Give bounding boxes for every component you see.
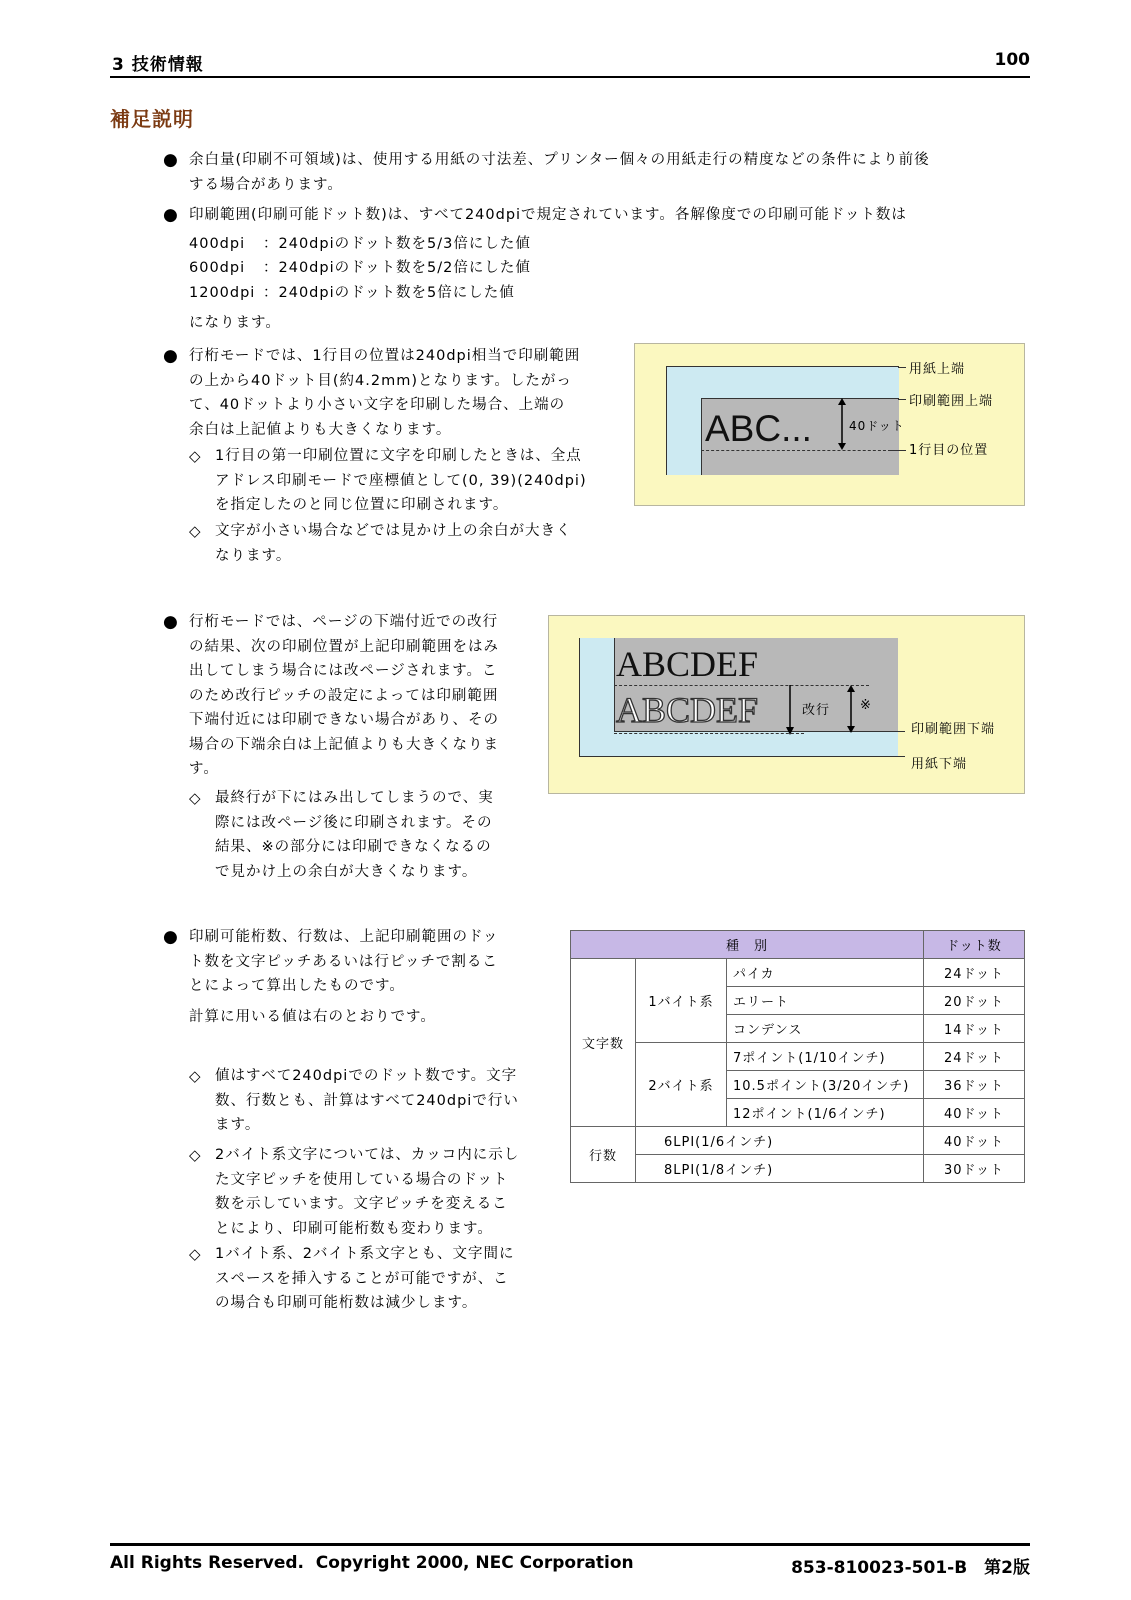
line-dashed bbox=[614, 733, 804, 734]
dpi-list bbox=[189, 232, 1049, 306]
table-row bbox=[571, 1127, 1025, 1155]
dot-value: 24ドット bbox=[924, 959, 1025, 987]
text-line: ます。 bbox=[215, 1117, 261, 1133]
text-line: 値はすべて240dpiでのドット数です。文字 bbox=[215, 1068, 518, 1084]
text-line: 1行目の第一印刷位置に文字を印刷したときは、全点 bbox=[215, 448, 582, 464]
text-line: 余白量(印刷不可領域)は、使用する用紙の寸法差、プリンター個々の用紙走行の精度などの条件により前後 bbox=[189, 152, 930, 168]
dot-value: 24ドット bbox=[924, 1043, 1025, 1071]
type-name: 7ポイント(1/10インチ) bbox=[727, 1043, 924, 1071]
dpi-value: 1200dpi bbox=[189, 284, 256, 301]
margin-arrow-icon bbox=[845, 685, 857, 733]
bullet-icon: ● bbox=[163, 927, 178, 947]
text-line: 結果、※の部分には印刷できなくなるの bbox=[215, 839, 492, 855]
leader-line bbox=[898, 399, 906, 400]
text-line: なります。 bbox=[215, 547, 292, 564]
line-dashed bbox=[614, 685, 869, 686]
dpi-row bbox=[189, 256, 1049, 281]
text-line: た文字ピッチを使用している場合のドット bbox=[215, 1171, 509, 1188]
dot-count-table bbox=[570, 930, 1025, 1183]
text-line: アドレス印刷モードで座標値として(0, 39)(240dpi) bbox=[215, 472, 587, 489]
dots-label: 40ドット bbox=[849, 419, 905, 433]
dpi-row bbox=[189, 281, 1049, 306]
chars-label: 文字数 bbox=[571, 959, 636, 1127]
text-line: で見かけ上の余白が大きくなります。 bbox=[215, 863, 478, 880]
dpi-value: 400dpi bbox=[189, 235, 246, 252]
label-print-top: 印刷範囲上端 bbox=[909, 394, 994, 409]
sample-text-line1: ABCDEF bbox=[616, 644, 759, 684]
text-line: スペースを挿入することが可能ですが、こ bbox=[215, 1270, 509, 1287]
dpi-desc: ：240dpiのドット数を5/2倍にした値 bbox=[263, 260, 531, 276]
chapter-title: 3 技術情報 bbox=[112, 55, 204, 75]
dot-value: 14ドット bbox=[924, 1015, 1025, 1043]
dot-value: 40ドット bbox=[924, 1099, 1025, 1127]
dot-value: 40ドット bbox=[924, 1127, 1025, 1155]
type-name: パイカ bbox=[727, 959, 924, 987]
paragraph-page-bottom bbox=[189, 610, 539, 782]
label-paper-top: 用紙上端 bbox=[909, 362, 966, 377]
dpi-row bbox=[189, 232, 1049, 257]
text-line: 数、行数とも、計算はすべて240dpiで行い bbox=[215, 1092, 519, 1109]
dpi-desc: ：240dpiのドット数を5倍にした値 bbox=[263, 284, 515, 301]
header-rule bbox=[110, 50, 1030, 78]
table-row bbox=[571, 959, 1025, 987]
note-2byte bbox=[215, 1143, 555, 1241]
type-name: 8LPI(1/8インチ) bbox=[636, 1155, 924, 1183]
page-number: 100 bbox=[994, 50, 1030, 70]
type-name: エリート bbox=[727, 987, 924, 1015]
footer-rule bbox=[110, 1543, 1030, 1546]
text-line: 印刷可能桁数、行数は、上記印刷範囲のドッ bbox=[189, 929, 499, 945]
text-line: の結果、次の印刷位置が上記印刷範囲をはみ bbox=[189, 638, 499, 655]
header-dots: ドット数 bbox=[924, 931, 1025, 959]
diamond-icon: ◇ bbox=[189, 1146, 201, 1164]
diamond-icon: ◇ bbox=[189, 1245, 201, 1263]
text-line: の場合も印刷可能桁数は減少します。 bbox=[215, 1295, 478, 1311]
table-row bbox=[571, 1155, 1025, 1183]
paragraph-margin bbox=[189, 148, 1049, 197]
paragraph-print-range bbox=[189, 203, 1049, 336]
type-name: 6LPI(1/6インチ) bbox=[636, 1127, 924, 1155]
type-name: 12ポイント(1/6インチ) bbox=[727, 1099, 924, 1127]
text-line: とによって算出したものです。 bbox=[189, 978, 405, 994]
note-small-char bbox=[215, 519, 625, 568]
text-line: ト数を文字ピッチあるいは行ピッチで割るこ bbox=[189, 953, 498, 970]
diamond-icon: ◇ bbox=[189, 789, 201, 807]
text-line: のため改行ピッチの設定によっては印刷範囲 bbox=[189, 687, 499, 704]
label-first-line: 1行目の位置 bbox=[909, 443, 989, 458]
doc-id: 853-810023-501-B 第2版 bbox=[791, 1558, 1030, 1578]
text-line: 文字が小さい場合などでは見かけ上の余白が大きく bbox=[215, 523, 572, 539]
diamond-icon: ◇ bbox=[189, 522, 201, 540]
unprintable-mark: ※ bbox=[860, 698, 872, 713]
text-line: 2バイト系文字については、カッコ内に示し bbox=[215, 1147, 520, 1163]
leader-line bbox=[898, 367, 906, 368]
note-240dpi bbox=[215, 1064, 555, 1138]
diamond-icon: ◇ bbox=[189, 1067, 201, 1085]
dot-value: 20ドット bbox=[924, 987, 1025, 1015]
linefeed-label: 改行 bbox=[802, 703, 831, 718]
table-header-row bbox=[571, 931, 1025, 959]
label-paper-bottom: 用紙下端 bbox=[911, 757, 968, 772]
figure-bottom-margin bbox=[548, 615, 1025, 794]
text-line: 最終行が下にはみ出してしまうので、実 bbox=[215, 790, 494, 806]
bullet-icon: ● bbox=[163, 346, 178, 366]
first-line-dashed bbox=[701, 450, 891, 451]
dot-value: 36ドット bbox=[924, 1071, 1025, 1099]
text-line: 下端付近には印刷できない場合があり、その bbox=[189, 712, 499, 728]
sample-text-line2: ABCDEF bbox=[616, 690, 759, 730]
dpi-desc: ：240dpiのドット数を5/3倍にした値 bbox=[263, 235, 531, 252]
sample-text-abc: ABC... bbox=[705, 408, 812, 449]
leader-line bbox=[891, 450, 906, 451]
figure-top-margin bbox=[634, 343, 1025, 506]
text-line: て、40ドットより小さい文字を印刷した場合、上端の bbox=[189, 397, 566, 413]
note-page-feed bbox=[215, 786, 545, 884]
dot-arrow-icon bbox=[835, 398, 849, 450]
text-line: になります。 bbox=[189, 315, 281, 331]
text-line: を指定したのと同じ位置に印刷されます。 bbox=[215, 497, 509, 513]
text-line: す。 bbox=[189, 761, 219, 777]
text-line: する場合があります。 bbox=[189, 176, 343, 193]
text-line: 1バイト系、2バイト系文字とも、文字間に bbox=[215, 1246, 515, 1262]
type-name: 10.5ポイント(3/20インチ) bbox=[727, 1071, 924, 1099]
type-name: コンデンス bbox=[727, 1015, 924, 1043]
bullet-icon: ● bbox=[163, 150, 178, 170]
text-line: 場合の下端余白は上記値よりも大きくなりま bbox=[189, 736, 499, 753]
note-first-line bbox=[215, 444, 625, 518]
text-line: 行桁モードでは、ページの下端付近での改行 bbox=[189, 614, 499, 630]
text-line: 計算に用いる値は右のとおりです。 bbox=[189, 1008, 436, 1025]
text-line: 際には改ページ後に印刷されます。その bbox=[215, 814, 493, 831]
section-title: 補足説明 bbox=[110, 107, 194, 131]
leader-line bbox=[897, 731, 905, 732]
text-line: とにより、印刷可能桁数も変わります。 bbox=[215, 1220, 493, 1237]
linefeed-arrow-icon bbox=[784, 685, 796, 735]
paragraph-calc bbox=[189, 925, 539, 1029]
text-line: 余白は上記値よりも大きくなります。 bbox=[189, 421, 452, 438]
bullet-icon: ● bbox=[163, 205, 178, 225]
table-row bbox=[571, 1043, 1025, 1071]
header-type: 種 別 bbox=[571, 931, 924, 959]
dpi-value: 600dpi bbox=[189, 260, 246, 276]
text-line: 数を示しています。文字ピッチを変えるこ bbox=[215, 1196, 508, 1212]
lines-label: 行数 bbox=[571, 1127, 636, 1183]
text-line: 出してしまう場合には改ページされます。こ bbox=[189, 663, 498, 679]
paragraph-first-line bbox=[189, 344, 619, 442]
bullet-icon: ● bbox=[163, 612, 178, 632]
text-line: 印刷範囲(印刷可能ドット数)は、すべて240dpiで規定されています。各解像度での印刷可能ドット数は bbox=[189, 207, 907, 223]
label-print-bottom: 印刷範囲下端 bbox=[911, 722, 996, 737]
text-line: 行桁モードでは、1行目の位置は240dpi相当で印刷範囲 bbox=[189, 348, 581, 364]
dot-value: 30ドット bbox=[924, 1155, 1025, 1183]
byte2-label: 2バイト系 bbox=[636, 1043, 727, 1127]
byte1-label: 1バイト系 bbox=[636, 959, 727, 1043]
text-line: の上から40ドット目(約4.2mm)となります。したがっ bbox=[189, 372, 572, 389]
leader-line bbox=[897, 756, 905, 757]
copyright: All Rights Reserved. Copyright 2000, NEC Corporation bbox=[110, 1553, 634, 1573]
note-spacing bbox=[215, 1242, 555, 1316]
diamond-icon: ◇ bbox=[189, 447, 201, 465]
